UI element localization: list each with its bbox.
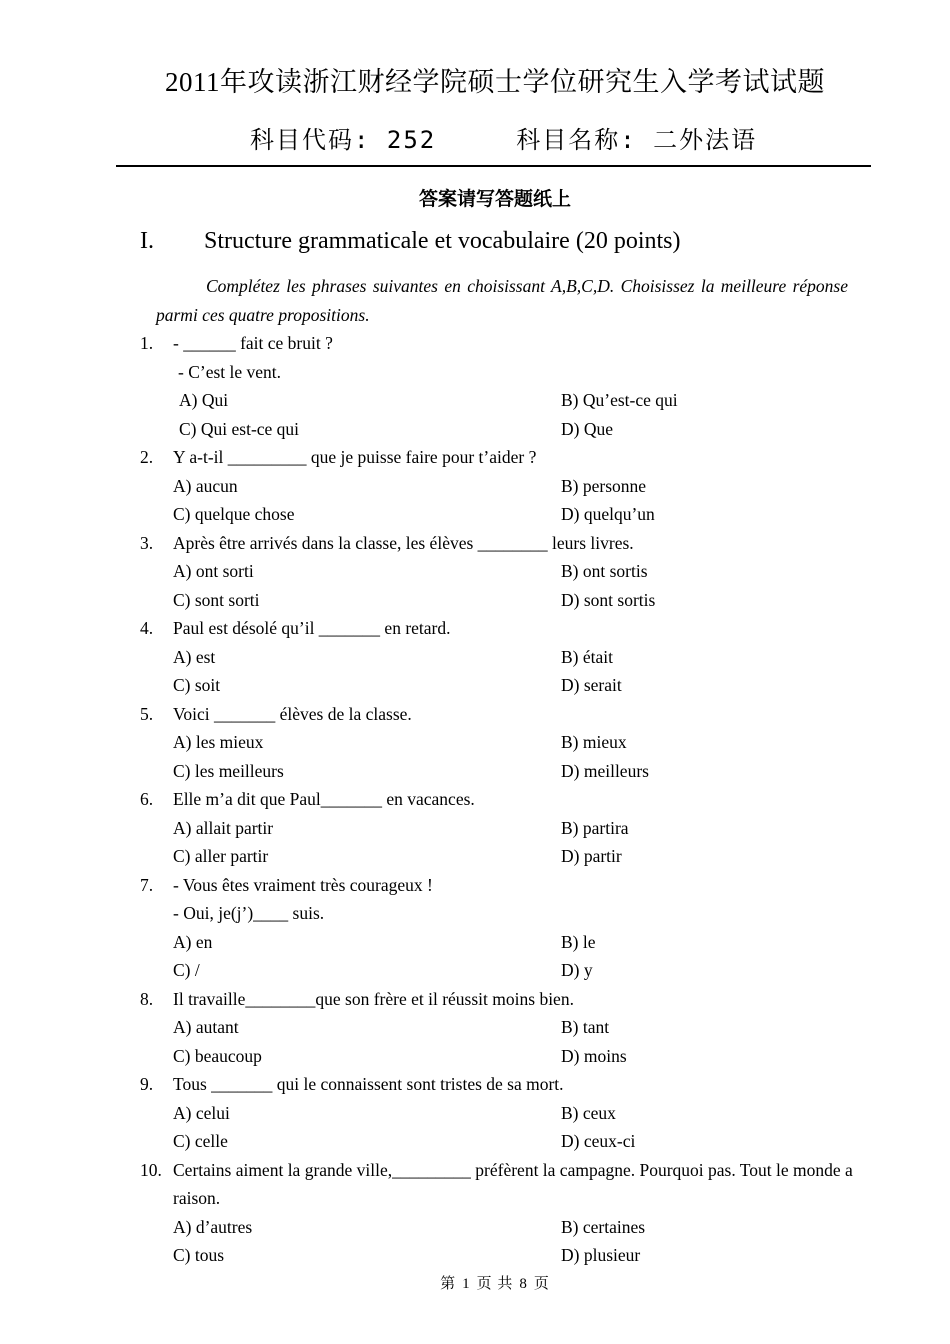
options [173,728,860,785]
option-c: C) aller partir [173,846,269,866]
options [173,1213,860,1270]
question-list [140,329,860,1270]
option-b: B) ceux [561,1102,616,1123]
subject-code: 科目代码: 252 [250,126,437,154]
option-d: D) partir [561,846,622,866]
option-a: A) celui [173,1102,230,1123]
section-instructions: Complétez les phrases suivantes en choisissant A,B,C,D. Choisissez la meilleure réponse parmi ces quatre propositions. [156,276,848,325]
question-text: Paul est désolé qu’il _______ en retard. [173,618,451,638]
answer-notice: 答案请写答题纸上 [418,189,571,210]
option-a: A) les mieux [173,732,264,752]
option-a: A) autant [173,1017,239,1037]
question-1 [140,329,860,443]
question-number: 7. [140,874,154,895]
question-text: Après être arrivés dans la classe, les élèves ________ leurs livres. [173,532,634,553]
option-b: B) ont sortis [561,561,648,581]
option-c: C) tous [173,1245,225,1265]
option-b: B) certaines [561,1216,646,1237]
option-d: D) ceux-ci [561,1131,636,1151]
question-text: Y a-t-il _________ que je puisse faire pour t’aider ? [173,447,537,467]
options [173,472,860,529]
option-a: A) Qui [179,390,229,410]
question-text: Tous _______ qui le connaissent sont tristes de sa mort. [173,1074,564,1094]
option-a: A) en [173,931,213,952]
options [173,1013,860,1070]
page-number: 1 [462,1276,471,1292]
option-c: C) beaucoup [173,1045,262,1066]
page-label-suffix: 页 [533,1276,550,1292]
option-b: B) personne [561,475,647,496]
page-footer [0,1272,950,1293]
subject-line [250,120,757,155]
option-c: C) soit [173,675,221,695]
option-d: D) plusieur [561,1245,641,1265]
option-b: B) Qu’est-ce qui [561,390,678,410]
exam-title: 2011年攻读浙江财经学院硕士学位研究生入学考试试题 [165,67,825,97]
question-number: 4. [140,618,154,638]
question-4 [140,614,860,700]
options [173,557,860,614]
option-d: D) sont sortis [561,589,656,610]
page-total: 8 [519,1276,528,1292]
options [173,814,860,871]
option-a: A) allait partir [173,817,274,838]
options [173,386,860,443]
question-2 [140,443,860,529]
question-6 [140,785,860,871]
option-d: D) serait [561,675,622,695]
option-b: B) tant [561,1017,610,1037]
question-number: 1. [140,333,154,353]
option-b: B) le [561,931,596,952]
option-c: C) les meilleurs [173,760,284,781]
option-d: D) meilleurs [561,760,649,781]
question-text: Certains aiment la grande ville,_________ préfèrent la campagne. Pourquoi pas. Tout le monde a raison. [173,1159,853,1208]
question-text-line2: - Oui, je(j’)____ suis. [173,903,325,923]
options [173,643,860,700]
option-a: A) est [173,646,216,667]
section-title: Structure grammaticale et vocabulaire (20 points) [204,228,681,254]
page-label-prefix: 第 [440,1276,457,1292]
question-number: 9. [140,1074,154,1094]
option-a: A) d’autres [173,1216,253,1237]
question-3 [140,529,860,615]
question-number: 6. [140,789,154,809]
subject-name: 科目名称: 二外法语 [516,126,758,154]
option-b: B) partira [561,817,629,838]
option-d: D) quelqu’un [561,504,655,524]
question-text: - ______ fait ce bruit ? [173,333,333,353]
option-a: A) aucun [173,475,238,496]
question-text-line2: - C’est le vent. [178,361,282,382]
options [173,928,860,985]
options [173,1099,860,1156]
question-number: 3. [140,532,154,553]
option-c: C) Qui est-ce qui [179,418,300,439]
question-text: - Vous êtes vraiment très courageux ! [173,874,433,895]
question-9 [140,1070,860,1156]
question-10 [140,1156,860,1270]
option-c: C) quelque chose [173,504,295,524]
option-b: B) mieux [561,732,627,752]
option-c: C) / [173,960,200,980]
question-8 [140,985,860,1071]
option-c: C) sont sorti [173,589,260,610]
option-d: D) Que [561,418,613,439]
question-number: 10. [140,1159,162,1180]
question-text: Voici _______ élèves de la classe. [173,703,412,724]
header-divider [116,165,871,167]
option-d: D) y [561,960,593,980]
option-b: B) était [561,646,613,667]
question-number: 8. [140,988,154,1009]
section-heading [140,228,680,255]
question-text: Elle m’a dit que Paul_______ en vacances. [173,789,475,809]
question-number: 5. [140,703,154,724]
option-a: A) ont sorti [173,561,254,581]
section-number: I. [140,228,154,254]
question-5 [140,700,860,786]
question-text: Il travaille________que son frère et il réussit moins bien. [173,988,574,1009]
option-d: D) moins [561,1045,627,1066]
question-7 [140,871,860,985]
page-label-middle: 页 共 [476,1276,514,1292]
question-number: 2. [140,447,154,467]
option-c: C) celle [173,1131,228,1151]
